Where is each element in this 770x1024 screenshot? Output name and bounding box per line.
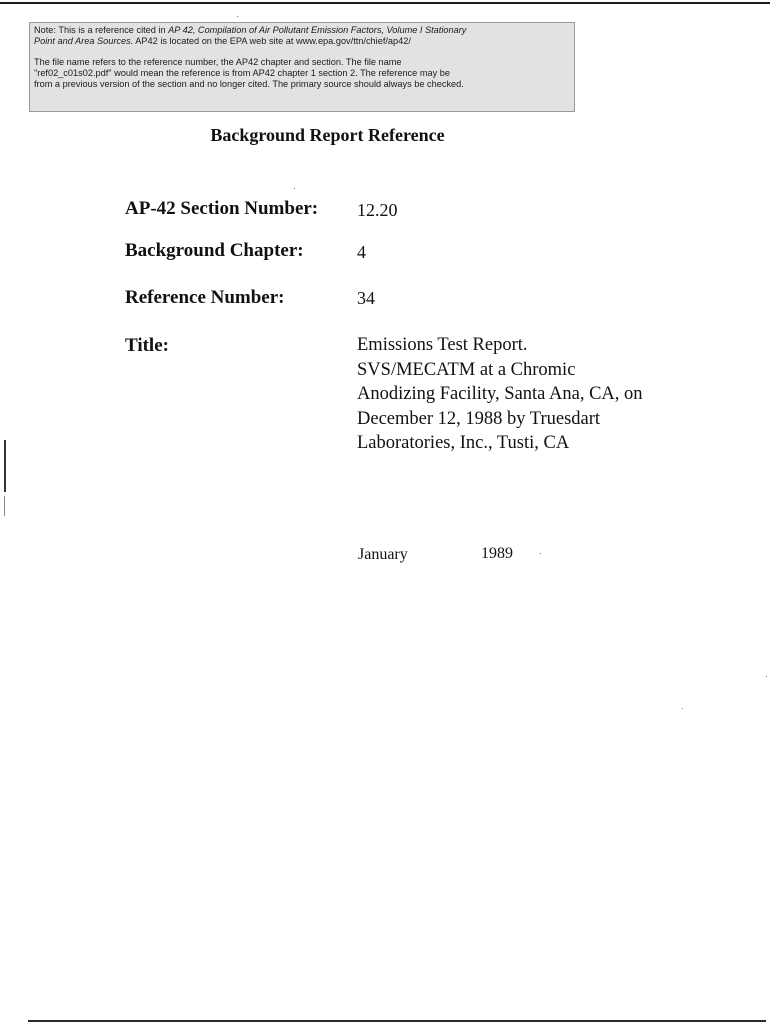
title-line: Laboratories, Inc., Tusti, CA	[357, 433, 570, 453]
title-line: Anodizing Facility, Santa Ana, CA, on	[357, 384, 643, 404]
scan-speck	[682, 708, 683, 709]
reference-number-label: Reference Number:	[125, 287, 285, 308]
reference-number-value: 34	[357, 288, 375, 308]
date-year: 1989	[481, 545, 513, 562]
note-paragraph-1	[34, 25, 570, 47]
note-paragraph-2	[34, 57, 570, 90]
bottom-rule	[28, 1020, 766, 1022]
title-line: December 12, 1988 by Truesdart	[357, 408, 601, 429]
background-chapter-value: 4	[357, 242, 366, 262]
note-line1-italic: AP 42, Compilation of Air Pollutant Emission Factors, Volume I Stationary	[168, 25, 467, 35]
top-rule	[0, 2, 770, 4]
note-line1-prefix: Note: This is a reference cited in	[34, 25, 169, 35]
scan-speck	[237, 16, 238, 17]
note-box	[29, 22, 575, 112]
section-number-label: AP-42 Section Number:	[125, 198, 319, 219]
title-line: SVS/MECATM at a Chromic	[357, 359, 576, 380]
scan-speck	[766, 676, 767, 677]
title-line: Emissions Test Report.	[357, 335, 528, 355]
page-heading: Background Report Reference	[210, 125, 445, 145]
section-number-value: 12.20	[357, 200, 398, 220]
note-para2-line2: "ref02_c01s02.pdf" would mean the reference is from AP42 chapter 1 section 2. The reference may be	[34, 68, 450, 78]
note-para2-line3: from a previous version of the section and no longer cited. The primary source should always be checked.	[34, 79, 464, 89]
title-label: Title:	[125, 335, 169, 356]
note-line2-suffix: AP42 is located on the EPA web site at www.epa.gov/ttn/chief/ap42/	[133, 36, 411, 46]
title-value	[357, 333, 687, 456]
scan-edge-mark	[4, 440, 6, 492]
background-chapter-label: Background Chapter:	[125, 240, 304, 261]
scan-edge-mark	[4, 496, 5, 516]
scan-speck	[540, 553, 541, 554]
date-month: January	[358, 546, 408, 563]
note-line2-italic: Point and Area Sources.	[34, 36, 134, 46]
scan-speck	[294, 188, 295, 189]
note-para2-line1: The file name refers to the reference number, the AP42 chapter and section. The file name	[34, 57, 402, 67]
